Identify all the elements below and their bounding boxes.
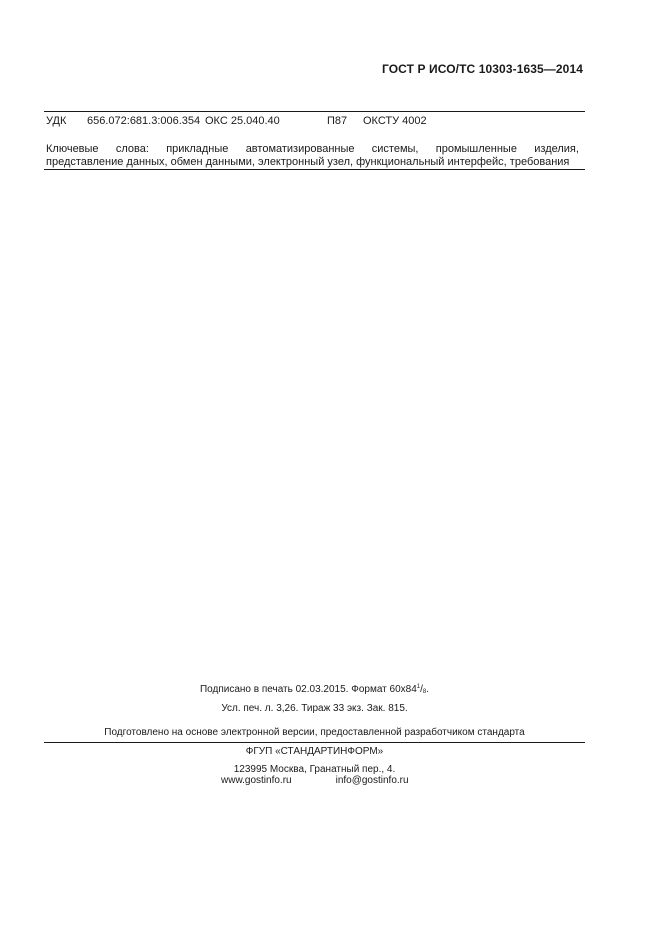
publisher-name: ФГУП «СТАНДАРТИНФОРМ» <box>245 746 384 757</box>
document-number: ГОСТ Р ИСО/ТС 10303-1635—2014 <box>382 62 583 76</box>
keyword-word: Ключевые <box>46 143 99 155</box>
oks-code: ОКС 25.040.40 <box>205 115 280 127</box>
imprint-divider <box>44 742 585 743</box>
udc-value: 656.072:681.3:006.354 <box>87 115 201 127</box>
keywords-block <box>46 143 579 169</box>
keyword-word: автоматизированные <box>245 143 355 155</box>
bottom-divider <box>44 169 585 170</box>
publisher-address: 123995 Москва, Гранатный пер., 4. <box>233 764 396 775</box>
website-link[interactable]: www.gostinfo.ru <box>221 775 292 786</box>
keyword-word: прикладные <box>166 143 229 155</box>
keyword-word: изделия, <box>534 143 579 155</box>
p-code: П87 <box>327 115 348 127</box>
keywords-line-2: представление данных, обмен данными, электронный узел, функциональный интерфейс, требования <box>46 156 570 168</box>
print-info: Усл. печ. л. 3,26. Тираж 33 экз. Зак. 815. <box>221 703 408 714</box>
signed-for-print: Подписано в печать 02.03.2015. Формат $60x84^1/_8$. <box>199 684 430 695</box>
format-suffix: . <box>426 684 430 695</box>
keyword-word: системы, <box>371 143 419 155</box>
keywords-line-1 <box>46 143 579 156</box>
signed-text: Подписано в печать 02.03.2015. Формат 60x84 <box>199 684 417 695</box>
prepared-note: Подготовлено на основе электронной версии, предоставленной разработчиком стандарта <box>104 727 525 738</box>
publisher-contacts <box>221 775 409 786</box>
top-divider <box>44 111 585 112</box>
okstu-code: ОКСТУ 4002 <box>363 115 427 127</box>
keyword-word: слова: <box>115 143 149 155</box>
keyword-word: промышленные <box>435 143 517 155</box>
format-numerator: 1 <box>416 684 421 690</box>
udc-label: УДК <box>46 115 67 127</box>
email-link[interactable]: info@gostinfo.ru <box>335 775 409 786</box>
format-denominator: 8 <box>422 689 427 695</box>
